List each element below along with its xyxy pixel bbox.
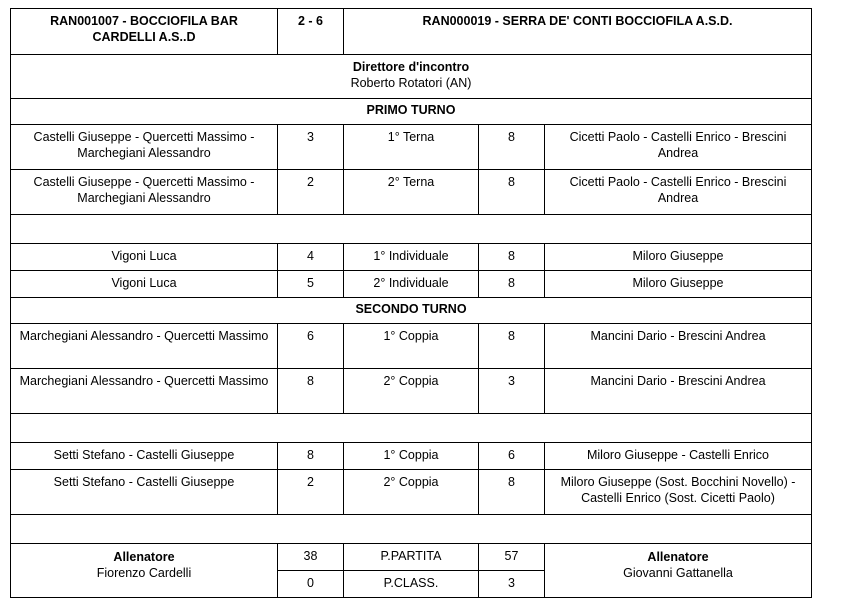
- table-row: [11, 244, 812, 271]
- second-round-title: SECONDO TURNO: [11, 298, 812, 324]
- director-label: Direttore d'incontro: [352, 60, 470, 74]
- home-team-name: RAN001007 - BOCCIOFILA BAR CARDELLI A.S..D: [11, 9, 278, 55]
- away-score: 8: [479, 271, 545, 298]
- classifica-label: P.CLASS.: [344, 571, 479, 598]
- first-round-title: PRIMO TURNO: [11, 99, 812, 125]
- game-type: 2° Terna: [344, 170, 479, 215]
- table-row: [11, 470, 812, 515]
- footer-row-partita: [11, 544, 812, 571]
- home-players: Vigoni Luca: [11, 244, 278, 271]
- home-score: 6: [278, 324, 344, 369]
- away-class-points: 3: [479, 571, 545, 598]
- home-coach-name: Fiorenzo Cardelli: [96, 566, 192, 580]
- away-score: 8: [479, 170, 545, 215]
- home-score: 3: [278, 125, 344, 170]
- home-score: 8: [278, 369, 344, 414]
- away-score: 6: [479, 443, 545, 470]
- home-players: Castelli Giuseppe - Quercetti Massimo - Marchegiani Alessandro: [11, 125, 278, 170]
- game-type: 1° Terna: [344, 125, 479, 170]
- home-score: 2: [278, 170, 344, 215]
- away-players: Miloro Giuseppe - Castelli Enrico: [545, 443, 812, 470]
- away-score: 3: [479, 369, 545, 414]
- away-players: Miloro Giuseppe (Sost. Bocchini Novello) - Castelli Enrico (Sost. Cicetti Paolo): [545, 470, 812, 515]
- home-class-points: 0: [278, 571, 344, 598]
- away-players: Miloro Giuseppe: [545, 271, 812, 298]
- section-row: [11, 298, 812, 324]
- home-score: 5: [278, 271, 344, 298]
- away-coach-cell: [545, 544, 812, 598]
- spacer-cell: [11, 414, 812, 443]
- home-players: Vigoni Luca: [11, 271, 278, 298]
- director-cell: [11, 55, 812, 99]
- match-score: 2 - 6: [278, 9, 344, 55]
- partita-label: P.PARTITA: [344, 544, 479, 571]
- home-score: 8: [278, 443, 344, 470]
- game-type: 1° Individuale: [344, 244, 479, 271]
- match-report-table: [10, 8, 812, 598]
- away-score: 8: [479, 244, 545, 271]
- home-score: 2: [278, 470, 344, 515]
- home-players: Marchegiani Alessandro - Quercetti Massimo: [11, 324, 278, 369]
- home-coach-cell: [11, 544, 278, 598]
- away-players: Cicetti Paolo - Castelli Enrico - Brescini Andrea: [545, 125, 812, 170]
- away-score: 8: [479, 324, 545, 369]
- game-type: 2° Coppia: [344, 470, 479, 515]
- header-row: [11, 9, 812, 55]
- game-type: 2° Individuale: [344, 271, 479, 298]
- table-row: [11, 443, 812, 470]
- spacer-cell: [11, 215, 812, 244]
- away-team-name: RAN000019 - SERRA DE' CONTI BOCCIOFILA A.S.D.: [344, 9, 812, 55]
- section-row: [11, 99, 812, 125]
- home-coach-label: Allenatore: [113, 550, 175, 564]
- table-row: [11, 271, 812, 298]
- table-row: [11, 125, 812, 170]
- away-coach-label: Allenatore: [647, 550, 709, 564]
- spacer-row: [11, 414, 812, 443]
- game-type: 1° Coppia: [344, 443, 479, 470]
- game-type: 1° Coppia: [344, 324, 479, 369]
- away-coach-name: Giovanni Gattanella: [623, 566, 733, 580]
- table-row: [11, 170, 812, 215]
- away-score: 8: [479, 125, 545, 170]
- table-row: [11, 369, 812, 414]
- home-players: Marchegiani Alessandro - Quercetti Massimo: [11, 369, 278, 414]
- home-players: Setti Stefano - Castelli Giuseppe: [11, 470, 278, 515]
- home-players: Setti Stefano - Castelli Giuseppe: [11, 443, 278, 470]
- away-players: Miloro Giuseppe: [545, 244, 812, 271]
- spacer-row: [11, 215, 812, 244]
- away-players: Mancini Dario - Brescini Andrea: [545, 324, 812, 369]
- home-partita-points: 38: [278, 544, 344, 571]
- table-row: [11, 324, 812, 369]
- spacer-cell: [11, 515, 812, 544]
- director-name: Roberto Rotatori (AN): [350, 76, 472, 90]
- away-score: 8: [479, 470, 545, 515]
- game-type: 2° Coppia: [344, 369, 479, 414]
- away-players: Cicetti Paolo - Castelli Enrico - Brescini Andrea: [545, 170, 812, 215]
- director-row: [11, 55, 812, 99]
- home-players: Castelli Giuseppe - Quercetti Massimo - Marchegiani Alessandro: [11, 170, 278, 215]
- spacer-row: [11, 515, 812, 544]
- away-players: Mancini Dario - Brescini Andrea: [545, 369, 812, 414]
- home-score: 4: [278, 244, 344, 271]
- away-partita-points: 57: [479, 544, 545, 571]
